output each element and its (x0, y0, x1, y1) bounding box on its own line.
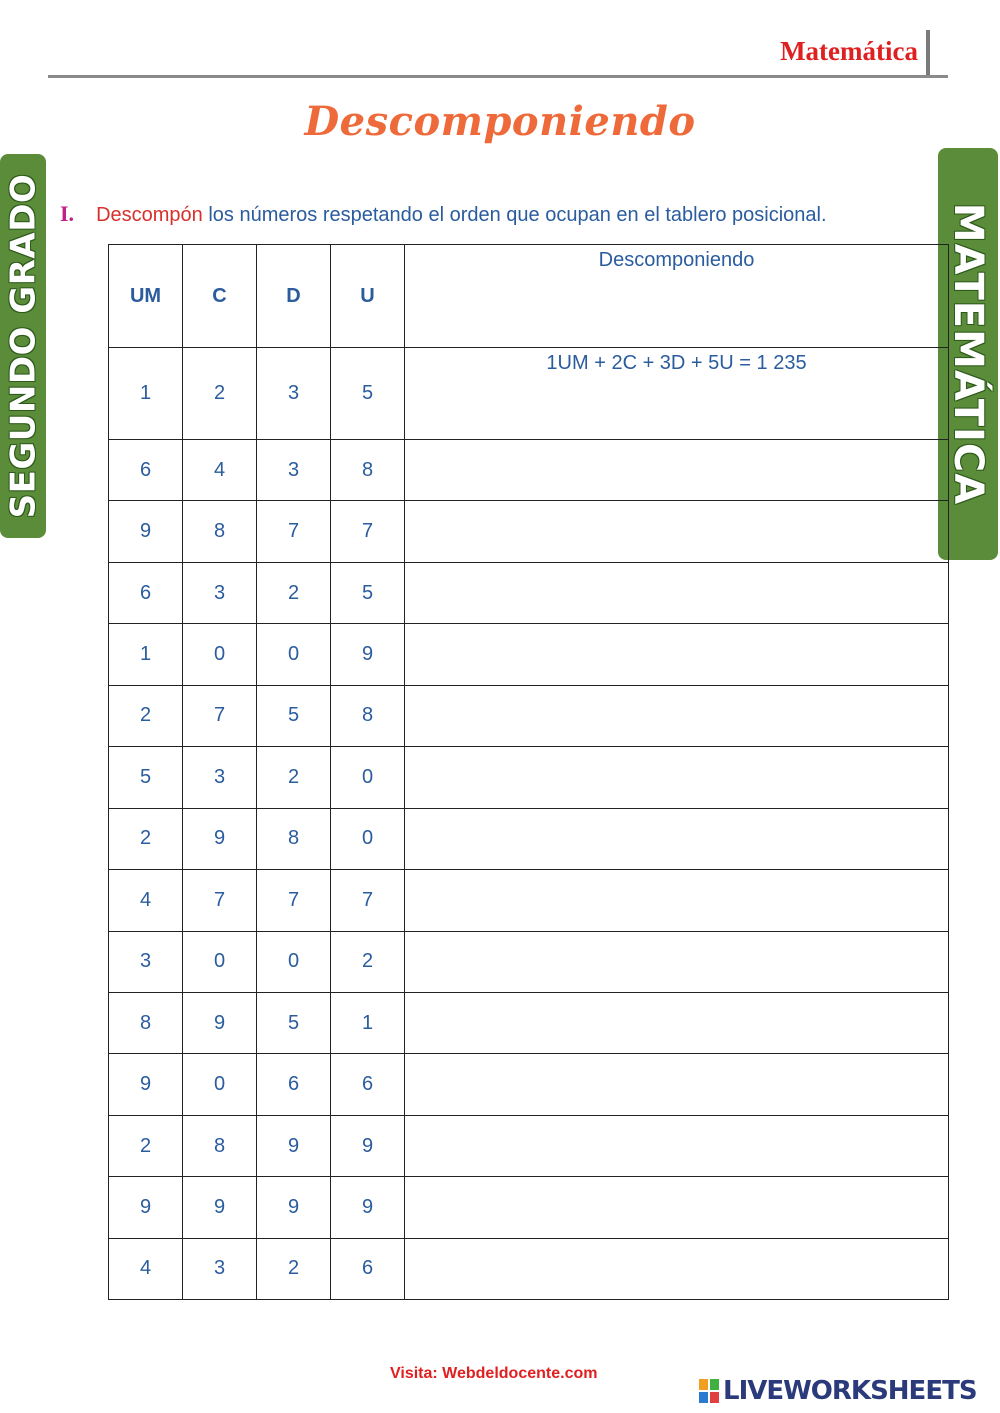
table-row (109, 870, 949, 931)
table-row (109, 1115, 949, 1176)
digit-cell-c: 9 (183, 992, 257, 1053)
digit-cell-u: 5 (331, 348, 405, 440)
header-divider (48, 75, 948, 78)
digit-cell-u: 7 (331, 870, 405, 931)
digit-cell-u: 9 (331, 1115, 405, 1176)
digit-cell-c: 0 (183, 931, 257, 992)
digit-cell-c: 3 (183, 562, 257, 623)
digit-cell-um: 1 (109, 624, 183, 685)
digit-cell-c: 3 (183, 747, 257, 808)
digit-cell-um: 1 (109, 348, 183, 440)
header-accent-bar (926, 30, 930, 76)
digit-cell-u: 1 (331, 992, 405, 1053)
digit-cell-d: 8 (257, 808, 331, 869)
decomposition-answer-cell[interactable] (405, 808, 949, 869)
digit-cell-c: 7 (183, 870, 257, 931)
digit-cell-u: 8 (331, 685, 405, 746)
decomposition-answer-cell[interactable] (405, 1115, 949, 1176)
digit-cell-um: 9 (109, 501, 183, 562)
digit-cell-c: 8 (183, 1115, 257, 1176)
decomposition-answer-cell[interactable] (405, 1238, 949, 1299)
table-row (109, 685, 949, 746)
digit-cell-d: 3 (257, 348, 331, 440)
footer-visit-link: Visita: Webdeldocente.com (390, 1365, 598, 1382)
digit-cell-um: 9 (109, 1177, 183, 1238)
table-row (109, 348, 949, 440)
page-title: Descomponiendo (304, 98, 696, 145)
table-row (109, 992, 949, 1053)
decomposition-answer-cell[interactable] (405, 1054, 949, 1115)
liveworksheets-wordmark: LIVEWORKSHEETS (723, 1376, 977, 1406)
table-row (109, 1054, 949, 1115)
digit-cell-c: 4 (183, 440, 257, 501)
liveworksheets-brand (698, 1376, 977, 1406)
digit-cell-d: 2 (257, 562, 331, 623)
digit-cell-um: 6 (109, 440, 183, 501)
digit-cell-u: 2 (331, 931, 405, 992)
logo-square-2 (709, 1378, 720, 1391)
digit-cell-u: 9 (331, 1177, 405, 1238)
instruction-text: los números respetando el orden que ocupan en el tablero posicional. (202, 204, 827, 226)
decomposition-answer-cell[interactable] (405, 440, 949, 501)
logo-square-4 (709, 1391, 720, 1404)
header-cell-c: C (183, 245, 257, 348)
digit-cell-d: 7 (257, 870, 331, 931)
digit-cell-d: 9 (257, 1177, 331, 1238)
header-cell-u: U (331, 245, 405, 348)
instruction-number: I. (60, 201, 75, 226)
table-row (109, 1177, 949, 1238)
decomposition-answer-cell[interactable] (405, 562, 949, 623)
table-row (109, 808, 949, 869)
digit-cell-c: 3 (183, 1238, 257, 1299)
table-header-row (109, 245, 949, 348)
table-row (109, 747, 949, 808)
digit-cell-um: 8 (109, 992, 183, 1053)
table-row (109, 624, 949, 685)
digit-cell-d: 2 (257, 747, 331, 808)
digit-cell-c: 9 (183, 1177, 257, 1238)
decomposition-answer-cell: 1UM + 2C + 3D + 5U = 1 235 (405, 348, 949, 440)
decomposition-answer-cell[interactable] (405, 624, 949, 685)
digit-cell-um: 2 (109, 1115, 183, 1176)
digit-cell-um: 2 (109, 685, 183, 746)
digit-cell-c: 2 (183, 348, 257, 440)
digit-cell-um: 4 (109, 870, 183, 931)
digit-cell-d: 6 (257, 1054, 331, 1115)
table-row (109, 931, 949, 992)
digit-cell-d: 2 (257, 1238, 331, 1299)
instruction-highlight: Descompón (96, 204, 203, 226)
digit-cell-c: 0 (183, 624, 257, 685)
side-label-grade-text: SEGUNDO GRADO (3, 173, 43, 519)
decomposition-answer-cell[interactable] (405, 501, 949, 562)
digit-cell-u: 0 (331, 747, 405, 808)
liveworksheets-logo-icon (698, 1378, 720, 1404)
digit-cell-u: 6 (331, 1238, 405, 1299)
digit-cell-u: 6 (331, 1054, 405, 1115)
side-label-subject-text: MATEMÁTICA (945, 202, 991, 506)
digit-cell-d: 0 (257, 624, 331, 685)
decomposition-answer-cell[interactable] (405, 1177, 949, 1238)
digit-cell-d: 7 (257, 501, 331, 562)
digit-cell-d: 9 (257, 1115, 331, 1176)
digit-cell-um: 9 (109, 1054, 183, 1115)
digit-cell-c: 9 (183, 808, 257, 869)
digit-cell-um: 4 (109, 1238, 183, 1299)
digit-cell-c: 7 (183, 685, 257, 746)
table-row (109, 501, 949, 562)
digit-cell-u: 0 (331, 808, 405, 869)
header-cell-um: UM (109, 245, 183, 348)
table-row (109, 440, 949, 501)
decomposition-answer-cell[interactable] (405, 685, 949, 746)
table-row (109, 1238, 949, 1299)
digit-cell-c: 0 (183, 1054, 257, 1115)
table-row (109, 562, 949, 623)
digit-cell-um: 3 (109, 931, 183, 992)
digit-cell-d: 5 (257, 685, 331, 746)
place-value-table (108, 244, 949, 1300)
digit-cell-d: 3 (257, 440, 331, 501)
side-label-grade (0, 154, 46, 538)
digit-cell-u: 8 (331, 440, 405, 501)
digit-cell-um: 5 (109, 747, 183, 808)
decomposition-answer-cell[interactable] (405, 870, 949, 931)
digit-cell-u: 5 (331, 562, 405, 623)
instruction (60, 201, 827, 227)
digit-cell-d: 5 (257, 992, 331, 1053)
digit-cell-c: 8 (183, 501, 257, 562)
logo-square-1 (698, 1378, 709, 1391)
header-cell-d: D (257, 245, 331, 348)
header-cell-decomposition: Descomponiendo (405, 245, 949, 348)
digit-cell-um: 2 (109, 808, 183, 869)
decomposition-answer-cell[interactable] (405, 931, 949, 992)
digit-cell-u: 7 (331, 501, 405, 562)
digit-cell-um: 6 (109, 562, 183, 623)
subject-header: Matemática (780, 36, 918, 66)
decomposition-answer-cell[interactable] (405, 992, 949, 1053)
decomposition-answer-cell[interactable] (405, 747, 949, 808)
digit-cell-u: 9 (331, 624, 405, 685)
digit-cell-d: 0 (257, 931, 331, 992)
logo-square-3 (698, 1391, 709, 1404)
